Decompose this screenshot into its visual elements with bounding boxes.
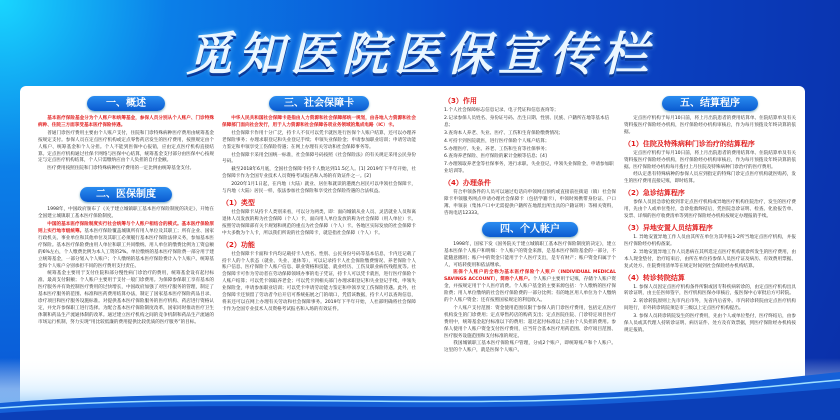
highlight-text: 医保个人账户的全称为基本医疗保险个人账户（INDIVIDUAL MEDICAL SAVINGS ACCOUNT），简称个人账户。 [444,270,616,283]
paragraph: 统筹基金主要用于支付住院和部分慢性病门诊治疗的费用，统筹基金设有起付标准、最高支付限额；个人账户主要用于支付一般门诊费用。为保障参保职工享有基本的医疗服务并有效控制医疗费用的过快增长，中国政府加强了对医疗服务的管理，制定了基本医疗服务的范围、标准和医药费用结算办法，制定了国家基本医疗保险药品目录、诊疗项目和医疗服务设施标准。对提供基本医疗保险服务的医疗机构、药店进行资格认定，并允许参保职工进行选择。为配合基本医疗保险制度改革，国家同时推动医疗卫生体制和药品生产流通体制的改革。通过建立医疗机构之间的竞争机制和药品生产流通的市场运行机制，努力实现“用比较低廉的费用提供比较优质的医疗服务”的目标。 [38,271,214,325]
paragraph: 2020年1月1日起，在内地（大陆）就业、居住和就读的港澳台居民可以申领社会保障卡，与内地（大陆）居民一样，依法参加社会保险和享受社会保险待遇的合法权益。 [222,182,416,195]
paragraph: 1998年，中国政府颁布了《关于建立城镇职工基本医疗保险制度的决定》，开始在全国建立城镇职工基本医疗保险制度。 [38,207,214,220]
list-item: 3.查询本人养老、失业、医疗、工伤和生育保险缴费情况； [444,130,564,136]
paragraph: 参保人员因急诊抢救到非定点医疗机构或异地医疗机构住院治疗，发生的医疗费用，先由个人或单位垫付，急诊抢救终结后，凭医院急诊证明、检查、化验报告单、发票、详细的医疗收费清单等到医疗保险经办机构按规定办理报销手续。 [624,200,796,220]
bottom-wave-decoration [0,358,840,420]
paragraph: 符合申领条件的人员可以通过电话向申领网点预约或直接前往街道（镇）社会保障卡申领服务网点申请办理社会保障卡（包括学籍卡），申领时须携带身份证、户口簿、申领表（集体户口中无需提供户籍所在地派出所出具的户籍证明）等相关资料，咨询电话12333。 [444,190,616,216]
column-4 [624,94,796,336]
paragraph: 3. 参保人员转诊转院发生的医疗费用，先由个人或单位垫付，医疗终结后，由参保人员或其代理人持转诊证明、病历证件、处方及有效票据，到医疗保险经办机构按规定报销。 [624,314,796,333]
paragraph: 社会保障卡采用全国统一标准，社会保障号码按照《社会保险法》的有关规定采用公民身份号码。 [222,152,416,165]
subheading: （3）异地安置人员结算程序 [624,223,713,232]
paragraph: 1. 参保人员因定点医疗机构条件所限或因专科疾病转诊的，由定点医疗机构出具转诊证明，由主任医师签字，医疗机构医保办审核后，报医保中心审批后方可转院。 [624,284,796,297]
subheading-type: （1）类型 [222,198,255,207]
paragraph: 基本医疗保险基金分为个人账户和统筹基金，参保人员分别从个人账户、门诊特殊病种、住院三方面享受基本医疗保险待遇。 [38,116,214,128]
column-3 [444,94,616,356]
list-item: 5.办理医疗、失业、养老、工伤和生育等社保事务； [444,146,550,152]
highlight-text: 中国的基本医疗保险制度实行社会统筹与个人账户相结合的模式。基本医疗保险原则上实行地市级统筹。 [38,222,214,234]
subheading-function: （2）功能 [222,240,255,249]
paragraph: 社会保障卡卡面和卡内均记载持卡人姓名、性别、公民身份号码等基本信息，卡内还记载了持卡人的个人状态（就业、失业、退休等），可以记录持卡人社会保险缴费情况、养老保险个人账户信息、医疗保险个人账户信息、职业资格和技能、就业经历、工伤及职业病伤残程度等。社会保障卡可作为劳动者在劳动保障领域办事的电子凭证，持卡人可以凭卡就医，进行医疗保险个人账户结算；可以凭卡领取养老金；可以凭卡到相关部门办理求职登记和失业登记手续，申领失业保险金，申请参加职业培训；可以凭卡申请劳动能力鉴定和申领享受工伤保险待遇。此外，社会保障卡还预留了劳动者今后开启可系统拓展之门的端口，凭借该数据，持卡人可以查询信息，将来还可以在网上办理有关劳动和社会保障事务。2019年下半年开始，人社部明确将社会保障卡作为全国专业技术人员资格考试报名和入场的有效证件。 [222,251,416,312]
section-overview-heading: 一、概述 [87,96,165,111]
paragraph: 2. 转诊转院原则上先市内后市外，先省内后省外。市内转诊转院由定点医疗机构间进行，市外转诊转院须是市三级以上定点医疗机构提出。 [624,299,796,312]
paragraph: 定点医疗机构于每月10日前，将上月出院患者的费用结算单、住院结算单及有关资料报医疗保险经办机构，医疗保险经办机构审核后，作为每月预拨及年终决算的依据。 [624,116,796,135]
paragraph: 个人账户支付范围：资金使用范围仅限于参保人的门诊医疗费用，包括定点医疗机构发生的门诊费用；定点零售药店的购药支出；定点医院住院、门诊特定项目医疗费用中，统筹基金起付标准以下的费用；超过起付标准以上应由个人负担的费用。参保人使用个人账户资金支付医疗费用，应当符合基本医疗用药范围、诊疗项目范围、医疗服务设施范围和支付标准的规定。 [444,305,616,339]
paragraph: 医疗费用按照住院和门诊特殊病种医疗费用的一定比例由统筹基金支付。 [47,166,195,172]
paragraph: 定点医疗机构于每月10日前，将上月出院患者的费用结算单、住院结算单及有关资料报医疗保险经办机构，医疗保险经办机构审核后，作为每月预拨及年终决算的依据。医疗保险经办机构每月拨付上月住院及特殊病种门诊治疗的医疗费用。 [624,150,796,170]
paragraph: 普通门诊医疗费用主要由个人账户支付，住院和门诊特殊病种医疗费用由统筹基金按规定支付。参保人员在定点医疗机构或定点零售药店发生的医疗费用，按照规定由个人账户、统筹基金和个人分担。个人不能到医保中心报销，应由定点医疗机构直接结算。定点医疗机构通过社保卡网络与医保中心结算，统筹基金支付部分由医保中心按规定与定点医疗机构结算，个人只需缴纳应由个人负担的自付金额。 [38,130,214,164]
paragraph: 中华人民共和国社会保障卡是指由人力资源和社会保障部统一规划，由各地人力资源和社会保障部门面向社会发行，用于人力资源和社会保障各项业务领域的集成电路（IC）卡。 [222,116,416,128]
section-settlement-heading: 五、结算程序 [662,96,758,111]
column-2 [222,94,416,315]
subheading-usage: （3）作用 [444,97,477,105]
subheading-conditions: （4）办理条件 [444,179,491,188]
paragraph-text: 个人账户主要用于记账，存储个人账户资金，并按规定用于个人医疗消费。个人账户基金的主要来源包括：个人缴纳的医疗保险费；用人单位缴纳的社会医疗保险费的一部分比例；有的地区用人单位为个人缴纳的个人账户资金；还有按照国家规定的利息收入。 [444,277,616,304]
section-system-heading: 二、医保制度 [80,187,172,202]
subheading: （2）急诊结算程序 [624,189,685,198]
paragraph-text: 基本医疗保险覆盖城镇所有用人单位及其职工；所有企业、国家行政机关、事业单位和其他单位及其职工必须履行基本医疗保险法律义务，参加基本医疗保险。基本医疗保险费由用人单位和职工共同缴纳。用人单位的缴费比例为工资总额的6%左右，个人缴费比例为本人工资的2%。单位缴纳的基本医疗保险费一部分用于建立统筹基金，一部分划入个人账户；个人缴纳的基本医疗保险费计入个人账户。统筹基金和个人账户分别承担不同的医疗费用支付责任。 [38,228,214,269]
list-item: 6.查询养老保险、医疗保险的累计金额等信息；[4] [444,154,547,160]
list-item: 2.记录参保人员姓名、身份证号码、出生日期、性别、民族、户籍所在地等基本信息； [444,115,610,128]
section-personal-account-heading: 四、个人帐户 [482,222,578,237]
list-item: 1.个人社会保障标志信息记录、电子凭证和信息查询等； [444,108,559,113]
section-social-card-heading: 三、社会保障卡 [269,96,369,111]
subheading: （4）转诊转院结算 [624,273,685,282]
column-1 [38,94,214,328]
poster-title: 觅知医院医保宣传栏 [186,27,654,81]
list-item: 4.可持卡到医院就医，进行医疗保险个人账户结算； [444,138,550,144]
paragraph: 截至2018年6月底，全国社会保障卡持卡人数达到11.5亿人。[1] 2019年下半年开始，社会保障卡作为全国专业技术人员资格考试报名和入场的有效证件之一。[2] [222,167,416,180]
list-item: 7.办理领取养老金等社保事务，进行求职、失业登记，申领失业保险金，申请参加职业培训等。 [444,162,614,175]
paragraph: 2. 异地安置异地工作人员患病在其所选定点医疗机构就诊所发生的医疗费用，由本人现金垫付，治疗结束后，由所在单位持参保人员医疗证及病历、有效费用票据、复式处方、住院费用清单等在规定时间到社会保险经办机构结算。 [624,249,796,269]
paragraph: 我国城镇职工基本医疗保险账户管理，分成2个账户，即统筹账户和个人账户。这里的个人账户，就是医保个人账户。 [444,341,616,354]
paragraph: 1998年，国家下发《国务院关于建立城镇职工基本医疗保险制度的决定》，建立基本医保个人账户和明细：个人账户的资金来源，是基本医疗保险基金的一部分，不能随意挪用；账户中的资金只能用于个人医疗支出，是专有财产；账户资金归属于个人，可结转使用和依法继承。 [444,241,616,268]
paragraph: 社会保障卡从持卡人类别来看，可以分为两类，即：面向城镇从业人员、灵活就业人员和离退休人员发放的称为社会保障（个人）卡，面向用人单位发放的称为社会保障（用人单位）卡。按照劳动保障部有关卡规划和规范的重点为社会保障（个人）卡。各地区实际发放的社会保障卡中大多数为个人卡，所以我们所说的社会保障卡，就是指社会保障（个人）卡。 [222,209,416,236]
paragraph: 社会保障卡作用十分广泛，持卡人不仅可以凭卡就医进行医保个人账户结算，还可以办理养老保险事务；办理求职登记和失业登记手续；申领失业保险金；申请参加职业培训；申请劳动能力鉴定和申领享受工伤保险待遇；在网上办理有关劳动和社会保障事务等。 [222,130,416,150]
paragraph: 1. 异地安置异地工作人员由其所在单位为其申报1-2所当地定点医疗机构，并报医疗保险经办机构备案。 [624,234,796,247]
subheading: （1）住院及特殊病种门诊治疗的结算程序 [624,139,755,148]
paragraph: 经认定患有特殊病种的参保人员应到指定的特殊门诊定点医疗机构就医购药，发生的医疗费用直接记账，即时结算。 [624,172,796,185]
